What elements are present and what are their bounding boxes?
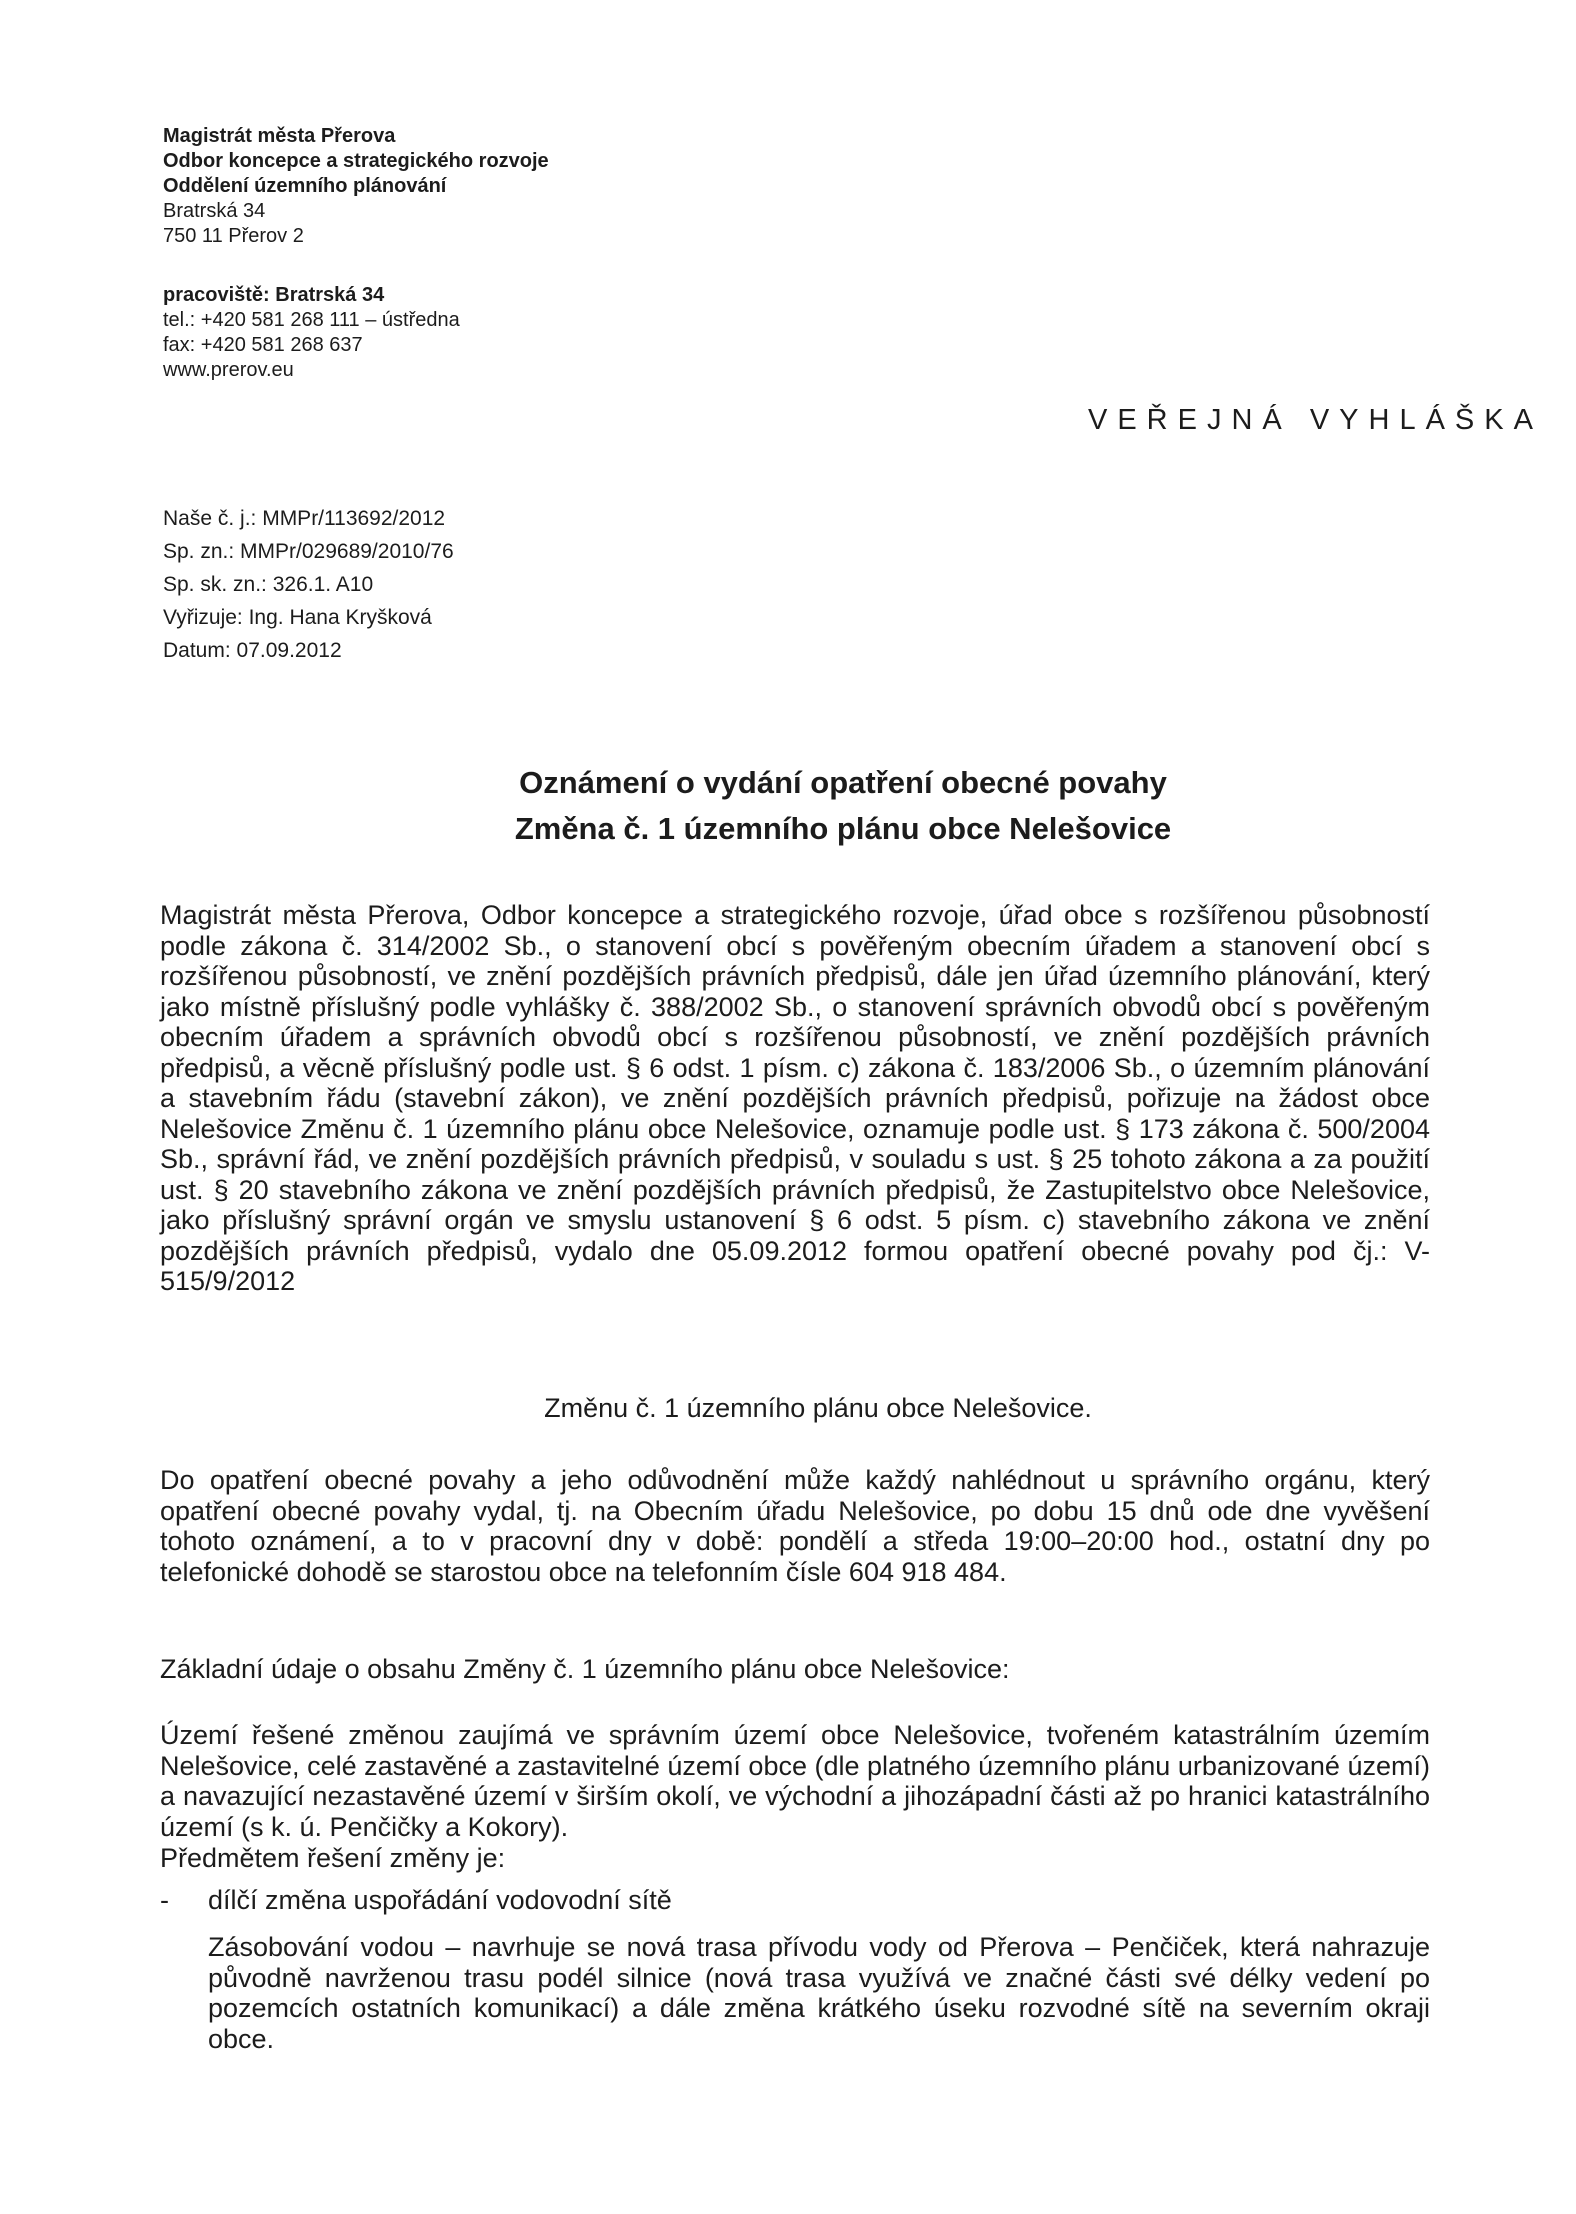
sender-department: Odbor koncepce a strategického rozvoje xyxy=(163,150,549,172)
paragraph-inspection: Do opatření obecné povahy a jeho odůvodnění může každý nahlédnout u správního orgánu, který opatření obecné povahy vydal, tj. na Obecním úřadu Nelešovice, po dobu 15 dnů ode dne vyvěšení tohoto oznámení, a to v pracovní dny v době: pondělí a středa 19:00–20:00 hod., ostatní dny po telefonické dohodě se starostou obce na telefonním čísle 604 918 484. xyxy=(160,1465,1430,1587)
phone-number: tel.: +420 581 268 111 – ústředna xyxy=(163,309,460,331)
list-item-text: dílčí změna uspořádání vodovodní sítě xyxy=(208,1885,672,1915)
contact-block xyxy=(163,283,460,383)
public-notice-heading: VEŘEJNÁ VYHLÁŠKA xyxy=(1088,404,1543,436)
sender-street: Bratrská 34 xyxy=(163,200,266,222)
ref-date: Datum: 07.09.2012 xyxy=(163,639,342,662)
paragraph-territory: Území řešené změnou zaujímá ve správním území obce Nelešovice, tvořeném katastrálním územím Nelešovice, celé zastavěné a zastavitelné území obce (dle platného územního plánu urbanizované území) a navazující nezastavěné území v širším okolí, ve východní a jihozápadní části až po hranici katastrálního území (s k. ú. Penčičky a Kokory). xyxy=(160,1720,1430,1842)
paragraph-announcement: Magistrát města Přerova, Odbor koncepce a strategického rozvoje, úřad obce s rozšířenou působností podle zákona č. 314/2002 Sb., o stanovení obcí s pověřeným obecním úřadem a stanovení obcí s rozšířenou působností, ve znění pozdějších právních předpisů, dále jen úřad územního plánování, který jako místně příslušný podle vyhlášky č. 388/2002 Sb., o stanovení správních obvodů obcí s pověřeným obecním úřadem a správních obvodů obcí s rozšířenou působností, ve znění pozdějších právních předpisů, a věcně příslušný podle ust. § 6 odst. 1 písm. c) zákona č. 183/2006 Sb., o územním plánování a stavebním řádu (stavební zákon), ve znění pozdějších právních předpisů, pořizuje na žádost obce Nelešovice Změnu č. 1 územního plánu obce Nelešovice, oznamuje podle ust. § 173 zákona č. 500/2004 Sb., správní řád, ve znění pozdějších právních předpisů, v souladu s ust. § 25 tohoto zákona a za použití ust. § 20 stavebního zákona ve znění pozdějších právních předpisů, že Zastupitelstvo obce Nelešovice, jako příslušný správní orgán ve smyslu ustanovení § 6 odst. 5 písm. c) stavebního zákona ve znění pozdějších právních předpisů, vydalo dne 05.09.2012 formou opatření obecné povahy pod čj.: V-515/9/2012 xyxy=(160,900,1430,1296)
workplace-address: pracoviště: Bratrská 34 xyxy=(163,284,385,306)
sender-office: Magistrát města Přerova xyxy=(163,125,396,147)
document-title xyxy=(0,760,1576,852)
ref-our-number: Naše č. j.: MMPr/113692/2012 xyxy=(163,507,446,530)
ref-archive-mark: Sp. sk. zn.: 326.1. A10 xyxy=(163,573,374,596)
sender-section: Oddělení územního plánování xyxy=(163,175,447,197)
document-title-line-1: Oznámení o vydání opatření obecné povahy xyxy=(519,765,1167,800)
fax-number: fax: +420 581 268 637 xyxy=(163,334,363,356)
ref-handled-by: Vyřizuje: Ing. Hana Kryšková xyxy=(163,606,432,629)
paragraph-basic-info-heading: Základní údaje o obsahu Změny č. 1 územního plánu obce Nelešovice: xyxy=(160,1654,1010,1684)
sender-block xyxy=(163,124,549,249)
sender-city: 750 11 Přerov 2 xyxy=(163,225,304,247)
paragraph-centered-subject xyxy=(0,1393,1576,1424)
ref-file-mark: Sp. zn.: MMPr/029689/2010/76 xyxy=(163,540,454,563)
centered-subject-text: Změnu č. 1 územního plánu obce Nelešovice. xyxy=(544,1393,1092,1423)
reference-block xyxy=(163,502,454,667)
list-bullet: - xyxy=(160,1885,169,1915)
document-title-line-2: Změna č. 1 územního plánu obce Nelešovice xyxy=(514,811,1172,846)
paragraph-subject-heading: Předmětem řešení změny je: xyxy=(160,1843,506,1873)
website: www.prerov.eu xyxy=(163,359,294,381)
paragraph-water-supply: Zásobování vodou – navrhuje se nová trasa přívodu vody od Přerova – Penčiček, která nahrazuje původně navrženou trasu podél silnice (nová trasa využívá ve značné části své délky vedení po pozemcích ostatních komunikací) a dále změna krátkého úseku rozvodné sítě na severním okraji obce. xyxy=(208,1932,1430,2054)
